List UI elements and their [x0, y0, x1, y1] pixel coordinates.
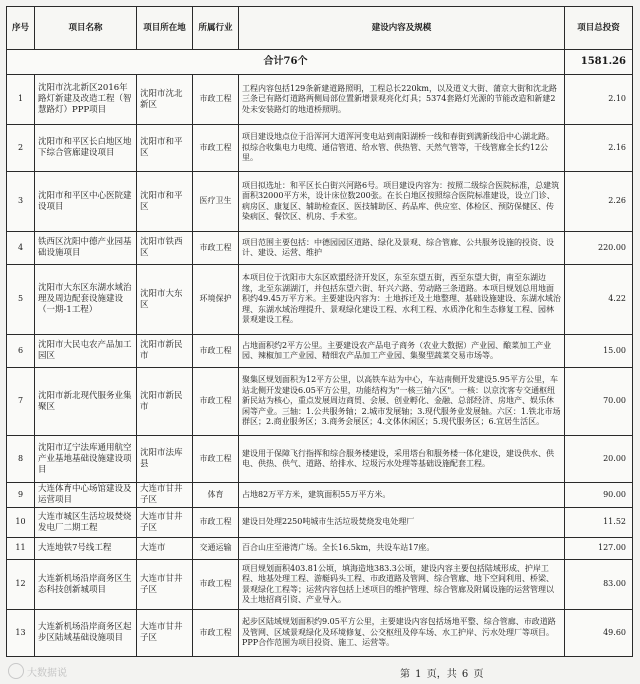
project-industry: 市政工程: [193, 335, 239, 368]
project-name: 大连地铁7号线工程: [35, 538, 137, 560]
project-name: 沈阳市和平区长白地区地下综合管廊建设项目: [35, 125, 137, 172]
project-investment: 220.00: [565, 232, 633, 265]
project-name: 沈阳市和平区中心医院建设项目: [35, 172, 137, 232]
project-name: 铁西区沈阳中德产业园基础设施项目: [35, 232, 137, 265]
project-content: 项目建设地点位于沿浑河大道浑河变电站到南阳湖桥一线和春街到满新线沿中心湖北路。拟综合收集电力电缆、通信管道、给水管、供热管、天然气管等，干线管廊全长约12公里。: [239, 125, 565, 172]
header-name: 项目名称: [35, 7, 137, 50]
project-name: 大连新机场沿岸商务区生态科技创新城项目: [35, 560, 137, 610]
project-industry: 市政工程: [193, 232, 239, 265]
total-row: [7, 50, 633, 75]
header-content: 建设内容及规模: [239, 7, 565, 50]
project-location: 沈阳市和平区: [137, 125, 193, 172]
project-location: 沈阳市法库县: [137, 436, 193, 483]
project-industry: 市政工程: [193, 560, 239, 610]
project-content: 起步区陆域规划面积约9.05平方公里，主要建设内容包括场地平整、综合管廊、市政道路及管网、区域景观绿化及环境修复、公交枢纽及停车场、水工护岸、污水处理厂等项目。PPP合作范围为项目投资、施工、运营等。: [239, 610, 565, 657]
project-investment: 4.22: [565, 265, 633, 335]
project-investment: 15.00: [565, 335, 633, 368]
project-location: 大连市甘井子区: [137, 610, 193, 657]
table-row: [7, 172, 633, 232]
table-row: [7, 538, 633, 560]
row-number: 7: [7, 368, 35, 436]
project-location: 沈阳市和平区: [137, 172, 193, 232]
row-number: 5: [7, 265, 35, 335]
project-content: 工程内容包括129条新建道路照明，工程总长220km，以及道义大街、蒲京大街和沈北路三条已有路灯道路两侧局部位置新增景观亮化灯具；5374套路灯光源的节能改造和新建2处未安装路灯的地道桥照明。: [239, 75, 565, 125]
table-row: [7, 75, 633, 125]
project-location: 沈阳市新民市: [137, 368, 193, 436]
project-content: 占地82万平方米，建筑面积55万平方米。: [239, 483, 565, 508]
project-industry: 交通运输: [193, 538, 239, 560]
project-investment: 11.52: [565, 508, 633, 538]
table-row: [7, 436, 633, 483]
header-investment: 项目总投资: [565, 7, 633, 50]
total-label: 合计76个: [7, 50, 565, 75]
project-investment: 2.26: [565, 172, 633, 232]
project-name: 沈阳市沈北新区2016年路灯新建及改造工程（智慧路灯）PPP项目: [35, 75, 137, 125]
project-investment: 83.00: [565, 560, 633, 610]
project-content: 建设用于保障飞行指挥和综合服务楼建设，采用塔台和服务楼一体化建设，建设供水、供电、供热、供气、道路、给排水、垃圾污水处理等基础设施配套工程。: [239, 436, 565, 483]
project-content: 建设日处理2250吨城市生活垃圾焚烧发电处理厂: [239, 508, 565, 538]
header-industry: 所属行业: [193, 7, 239, 50]
project-name: 大连体育中心场馆建设及运营项目: [35, 483, 137, 508]
table-row: [7, 265, 633, 335]
table-row: [7, 335, 633, 368]
row-number: 3: [7, 172, 35, 232]
project-name: 沈阳市辽宁法库通用航空产业基地基础设施建设项目: [35, 436, 137, 483]
project-location: 大连市: [137, 538, 193, 560]
project-content: 项目规划面积403.81公顷，填海造地383.3公顷，建设内容主要包括陆域形成、护岸工程、地基处理工程、游艇码头工程、市政道路及管网、综合管廊、地下空间利用、桥梁、景观绿化工程等；运营内容包括上述项目的维护管理、综合管廊及附属设施的运营管理以及土地招商引资、产业导入。: [239, 560, 565, 610]
project-name: 沈阳市大民屯农产品加工园区: [35, 335, 137, 368]
project-content: 项目拟选址：和平区长白街兴河路6号。项目建设内容为：按照二级综合医院标准，总建筑面积32000平方米，设计床位数200张。在长白地区按照综合医院标准建设，设立门诊、病房区、康复区、辅助检查区、医技辅助区、药品库、供应室、体检区、预防保健区、传染病区、餐饮区、机房、手术室。: [239, 172, 565, 232]
project-industry: 市政工程: [193, 436, 239, 483]
project-name: 大连新机场沿岸商务区起步区陆域基础设施项目: [35, 610, 137, 657]
row-number: 6: [7, 335, 35, 368]
row-number: 11: [7, 538, 35, 560]
project-content: 聚集区规划面积为12平方公里，以高铁车站为中心，车站南侧开发建设5.95平方公里，车站北侧开发建设6.05平方公里，功能结构为"一核三轴六区"。一核：以京沈客专交通枢纽新民站为核心，重点发展周边商贸、会展、创业孵化、金融、总部经济、房地产、娱乐休闲等产业。三轴：1.公共服务轴；2.城市发展轴；3.现代服务业发展轴。六区：1.铁北市场群区；2.商业服务区；3.商务会展区；4.文体休闲区；5.现代服务区；6.宜居生活区。: [239, 368, 565, 436]
project-content: 项目范围主要包括：中德园园区道路、绿化及景观、综合管廊、公共服务设施的投资、设计、建设、运营、维护: [239, 232, 565, 265]
project-investment: 90.00: [565, 483, 633, 508]
row-number: 13: [7, 610, 35, 657]
watermark: [8, 663, 67, 679]
row-number: 8: [7, 436, 35, 483]
project-industry: 市政工程: [193, 75, 239, 125]
project-investment: 127.00: [565, 538, 633, 560]
project-name: 沈阳市大东区东湖水域治理及周边配套设施建设（一期-1工程）: [35, 265, 137, 335]
project-location: 沈阳市铁西区: [137, 232, 193, 265]
table-row: [7, 368, 633, 436]
project-industry: 体育: [193, 483, 239, 508]
table-header-row: [7, 7, 633, 50]
watermark-logo-icon: [8, 663, 24, 679]
project-investment: 20.00: [565, 436, 633, 483]
total-value: 1581.26: [565, 50, 633, 75]
project-location: 大连市甘井子区: [137, 483, 193, 508]
row-number: 2: [7, 125, 35, 172]
project-name: 大连市城区生活垃圾焚烧发电厂二期工程: [35, 508, 137, 538]
project-table-sheet: [6, 6, 632, 657]
row-number: 1: [7, 75, 35, 125]
project-investment: 49.60: [565, 610, 633, 657]
header-no: 序号: [7, 7, 35, 50]
row-number: 12: [7, 560, 35, 610]
project-industry: 市政工程: [193, 508, 239, 538]
project-investment: 2.10: [565, 75, 633, 125]
table-row: [7, 560, 633, 610]
row-number: 10: [7, 508, 35, 538]
table-row: [7, 483, 633, 508]
project-table: [6, 6, 633, 657]
page-footer: [0, 659, 640, 684]
project-name: 沈阳市新北现代服务业集聚区: [35, 368, 137, 436]
row-number: 4: [7, 232, 35, 265]
project-investment: 70.00: [565, 368, 633, 436]
table-row: [7, 125, 633, 172]
project-location: 大连市甘井子区: [137, 508, 193, 538]
project-industry: 市政工程: [193, 125, 239, 172]
project-content: 百合山庄至港湾广场。全长16.5km，共设车站17座。: [239, 538, 565, 560]
project-location: 沈阳市新民市: [137, 335, 193, 368]
table-row: [7, 508, 633, 538]
project-industry: 市政工程: [193, 610, 239, 657]
header-location: 项目所在地: [137, 7, 193, 50]
project-industry: 市政工程: [193, 368, 239, 436]
project-industry: 环境保护: [193, 265, 239, 335]
project-location: 沈阳市大东区: [137, 265, 193, 335]
project-location: 大连市甘井子区: [137, 560, 193, 610]
project-content: 本项目位于沈阳市大东区欧盟经济开发区，东至东望五街，西至东望大街，南至东湖边缘，北至东湖湖汀，并包括东望六街、轩兴六路、劳动路三条道路。本项目规划总用地面积约49.45万平方米。主要建设内容为：土地拆迁及土地整理、基础设施建设、东湖水域治理、东湖水域治理提升、景观绿化建设工程、水利工程、水质净化和生态修复工程、园林景观建设工程。: [239, 265, 565, 335]
project-content: 占地面积约2平方公里。主要建设农产品电子商务（农业大数据）产业园、酿菜加工产业园、辣椒加工产业园、精细农产品加工产业园、集聚型蔬菜交易市场等。: [239, 335, 565, 368]
watermark-text: 大数据说: [27, 667, 67, 679]
table-row: [7, 232, 633, 265]
table-row: [7, 610, 633, 657]
project-investment: 2.16: [565, 125, 633, 172]
row-number: 9: [7, 483, 35, 508]
page-number: 第 1 页，共 6 页: [400, 669, 484, 680]
project-industry: 医疗卫生: [193, 172, 239, 232]
project-location: 沈阳市沈北新区: [137, 75, 193, 125]
